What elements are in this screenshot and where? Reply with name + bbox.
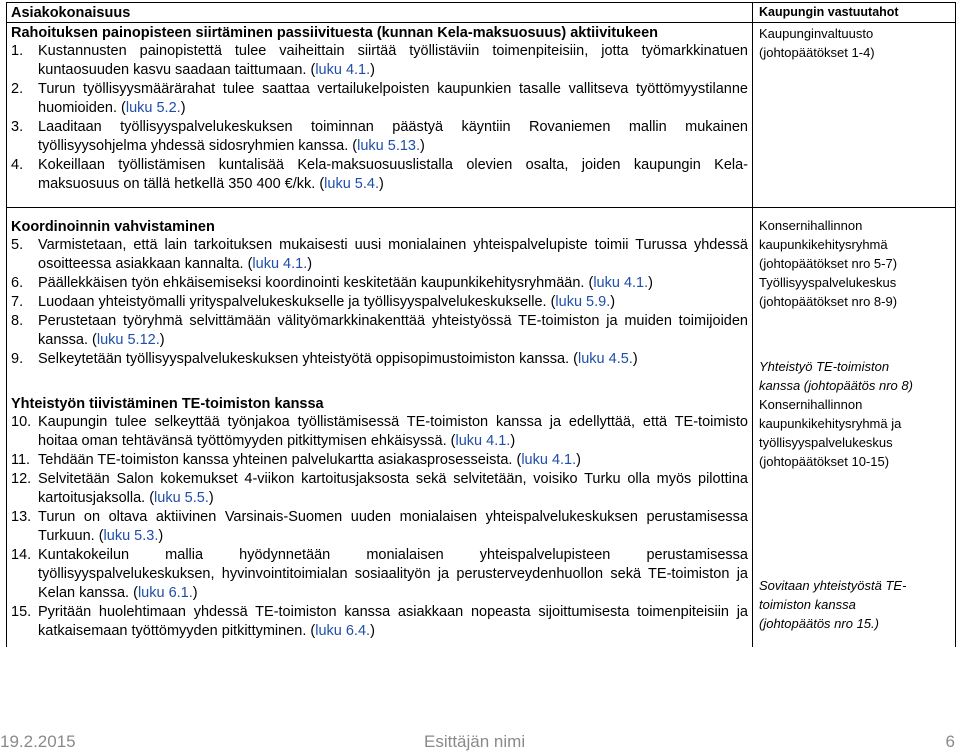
- chapter-reference-link[interactable]: luku 4.1.: [455, 433, 511, 449]
- list-item: [11, 470, 748, 508]
- chapter-reference-link[interactable]: luku 6.4.: [315, 623, 371, 639]
- item-number: 13.: [11, 509, 32, 525]
- footer-page-number: 6: [945, 732, 955, 751]
- item-text-wrap: Pyritään huolehtimaan yhdessä TE-toimiston kanssa asiakkaan nopeasta sijoittumisesta toimenpiteisiin ja katkaisemaan työttömyyden pitkittyminen. (luku 6.4.): [38, 604, 748, 639]
- responsible-line: työllisyyspalvelukeskus: [759, 435, 893, 450]
- responsible-line: kaupunkikehitysryhmä ja: [759, 416, 902, 431]
- chapter-reference-link[interactable]: luku 5.3.: [103, 528, 159, 544]
- responsible-line: kaupunkikehitysryhmä: [759, 237, 888, 252]
- item-number: 11.: [11, 452, 31, 468]
- responsible-line: Työllisyyspalvelukeskus: [759, 275, 897, 290]
- list-item: [11, 236, 748, 274]
- item-text: Varmistetaan, että lain tarkoituksen mukaisesti uusi monialainen yhteispalvelupiste toimii Turussa yhdessä osoitteessa asiakkaan kannalta.: [38, 237, 748, 272]
- item-text: Turun työllisyysmäärärahat tulee saattaa vertailukelpoisten kaupunkien tasalle vallitseva työttömyystilanne huomioiden.: [38, 81, 748, 116]
- chapter-reference-link[interactable]: luku 5.5.: [154, 490, 209, 506]
- chapter-reference-link[interactable]: luku 4.5.: [578, 351, 633, 367]
- item-number: 3.: [11, 119, 24, 135]
- section-1-header-row: [7, 3, 955, 22]
- chapter-reference-link[interactable]: luku 4.1.: [315, 62, 371, 78]
- chapter-reference-link[interactable]: luku 5.12.: [96, 332, 160, 348]
- item-text-wrap: Päällekkäisen työn ehkäisemiseksi koordinointi keskitetään kaupunkikehitysryhmään. (luku 4.1.): [38, 275, 653, 291]
- item-text-wrap: Varmistetaan, että lain tarkoituksen mukaisesti uusi monialainen yhteispalvelupiste toimii Turussa yhdessä osoitteessa asiakkaan kannalta. (luku 4.1.): [38, 237, 748, 272]
- section-subtitle: Rahoituksen painopisteen siirtäminen passiivituesta (kunnan Kela-maksuosuus) aktiivitukeen: [11, 25, 659, 41]
- item-text: Turun on oltava aktiivinen Varsinais-Suomen uuden monialaisen yhteispalvelukeskuksen perustamisessa Turkuun.: [38, 509, 748, 544]
- responsible-line: (johtopäätökset 10-15): [759, 454, 890, 469]
- item-text: Kaupungin tulee selkeyttää työnjakoa työllistämisessä TE-toimiston kanssa ja edellyttää, että TE-toimisto hoitaa oman tehtävänsä työttömyyden pitkittymisen ehkäisyssä.: [38, 414, 748, 449]
- list-item: [11, 293, 748, 312]
- item-number: 7.: [11, 294, 24, 310]
- list-item: [11, 413, 748, 451]
- responsible-note-line: (johtopäätös nro 15.): [759, 616, 879, 631]
- responsible-note: [759, 357, 951, 395]
- item-text-wrap: Turun työllisyysmäärärahat tulee saattaa vertailukelpoisten kaupunkien tasalle vallitseva työttömyystilanne huomioiden. (luku 5.2.): [38, 81, 748, 116]
- chapter-reference-link[interactable]: luku 4.1.: [593, 275, 649, 291]
- section-2-row: [7, 208, 955, 395]
- item-number: 4.: [11, 157, 24, 173]
- responsible-header: Kaupungin vastuutahot: [759, 5, 899, 19]
- chapter-reference-link[interactable]: luku 6.1.: [137, 585, 193, 601]
- item-number: 1.: [11, 43, 24, 59]
- item-number: 2.: [11, 81, 24, 97]
- list-item: [11, 451, 748, 470]
- responsible-line: (johtopäätökset nro 8-9): [759, 294, 898, 309]
- item-number: 6.: [11, 275, 24, 291]
- item-number: 8.: [11, 313, 24, 329]
- list-item: [11, 80, 748, 118]
- item-number: 9.: [11, 351, 24, 367]
- responsible-note-line: toimiston kanssa: [759, 597, 856, 612]
- item-number: 12.: [11, 471, 32, 487]
- item-text: Kustannusten painopistettä tulee vaiheittain siirtää työllistäviin toimenpiteisiin, jotta työmarkkinatuen kuntaosuuden kasvu saadaan taittumaan.: [38, 43, 748, 78]
- list-item: [11, 118, 748, 156]
- list-item: [11, 156, 748, 194]
- responsible-note-line: Sovitaan yhteistyöstä TE-: [759, 578, 907, 593]
- document-table: [6, 2, 956, 647]
- item-text: Luodaan yhteistyömalli yrityspalvelukeskukselle ja työllisyyspalvelukeskukselle.: [38, 294, 547, 310]
- chapter-reference-link[interactable]: luku 5.13.: [357, 138, 421, 154]
- item-text-wrap: Kaupungin tulee selkeyttää työnjakoa työllistämisessä TE-toimiston kanssa ja edellyttää, että TE-toimisto hoitaa oman tehtävänsä työttömyyden pitkittymisen ehkäisyssä. (luku 4.1.): [38, 414, 748, 449]
- responsible-line: Konsernihallinnon: [759, 218, 863, 233]
- list-item: [11, 312, 748, 350]
- list-item: [11, 350, 748, 369]
- item-text-wrap: Tehdään TE-toimiston kanssa yhteinen palvelukartta asiakasprosesseista. (luku 4.1.): [38, 452, 581, 468]
- item-text: Perustetaan työryhmä selvittämään välityömarkkinakenttää yhteistyössä TE-toimiston ja muiden toimijoiden kanssa.: [38, 313, 748, 348]
- list-item: [11, 508, 748, 546]
- item-list: [11, 413, 748, 641]
- item-text-wrap: Selvitetään Salon kokemukset 4-viikon kartoitusjaksosta sekä selvitetään, voisiko Turku olla myös pilottina kartoitusjaksolla. (luku 5.5.): [38, 471, 748, 506]
- list-item: [11, 603, 748, 641]
- slide-footer: [0, 728, 959, 753]
- item-text-wrap: Selkeytetään työllisyyspalvelukeskuksen yhteistyötä oppisopimustoimiston kanssa. (luku 4.5.): [38, 351, 638, 367]
- item-text-wrap: Turun on oltava aktiivinen Varsinais-Suomen uuden monialaisen yhteispalvelukeskuksen perustamisessa Turkuun. (luku 5.3.): [38, 509, 748, 544]
- chapter-reference-link[interactable]: luku 5.2.: [125, 100, 181, 116]
- chapter-reference-link[interactable]: luku 4.1.: [521, 452, 577, 468]
- section-3-row: [7, 395, 955, 647]
- item-list: [11, 236, 748, 369]
- responsible-line: Konsernihallinnon: [759, 397, 863, 412]
- section-title: Asiakokonaisuus: [11, 5, 131, 21]
- item-text: Laaditaan työllisyyspalvelukeskuksen toiminnan päästyä käyntiin Rovaniemen mallin mukainen työllisyysohjelma yhdessä sidosryhmien kanssa.: [38, 119, 748, 154]
- list-item: [11, 274, 748, 293]
- item-list: [11, 42, 748, 194]
- list-item: [11, 42, 748, 80]
- responsible-line: (johtopäätökset nro 5-7): [759, 256, 898, 271]
- chapter-reference-link[interactable]: luku 5.9.: [555, 294, 611, 310]
- responsible-line: (johtopäätökset 1-4): [759, 45, 875, 60]
- footer-presenter: Esittäjän nimi: [424, 732, 526, 751]
- item-number: 14.: [11, 547, 32, 563]
- responsible-note-line: kanssa (johtopäätös nro 8): [759, 378, 913, 393]
- responsible-list: [759, 395, 951, 471]
- section-title: Koordinoinnin vahvistaminen: [11, 219, 215, 235]
- item-text: Kuntakokeilun mallia hyödynnetään monialaisen yhteispalvelupisteen perustamisessa työllisyyspalvelukeskuksen, hyvinvointitoimialan sosiaalityön ja perusterveydenhuollon sekä TE-toimiston ja Kelan kanssa.: [38, 547, 748, 601]
- item-number: 15.: [11, 604, 32, 620]
- item-text: Pyritään huolehtimaan yhdessä TE-toimiston kanssa asiakkaan nopeasta sijoittumisesta toimenpiteisiin ja katkaisemaan työttömyyden pitkittyminen.: [38, 604, 748, 639]
- responsible-note-line: Yhteistyö TE-toimiston: [759, 359, 890, 374]
- list-item: [11, 546, 748, 603]
- item-text-wrap: Perustetaan työryhmä selvittämään välityömarkkinakenttää yhteistyössä TE-toimiston ja muiden toimijoiden kanssa. (luku 5.12.): [38, 313, 748, 348]
- item-text-wrap: Kustannusten painopistettä tulee vaiheittain siirtää työllistäviin toimenpiteisiin, jotta työmarkkinatuen kuntaosuuden kasvu saadaan taittumaan. (luku 4.1.): [38, 43, 748, 78]
- item-text: Päällekkäisen työn ehkäisemiseksi koordinointi keskitetään kaupunkikehitysryhmään.: [38, 275, 585, 291]
- item-text-wrap: Kuntakokeilun mallia hyödynnetään monialaisen yhteispalvelupisteen perustamisessa työllisyyspalvelukeskuksen, hyvinvointitoimialan sosiaalityön ja perusterveydenhuollon sekä TE-toimiston ja Kelan kanssa. (luku 6.1.): [38, 547, 748, 601]
- item-number: 5.: [11, 237, 24, 253]
- responsible-note: [759, 576, 951, 633]
- responsible-line: Kaupunginvaltuusto: [759, 26, 874, 41]
- item-text: Kokeillaan työllistämisen kuntalisää Kela-maksuosuuslistalla olevien osalta, joiden kaupungin Kela-maksuosuus on tällä hetkellä 350 400 €/kk.: [38, 157, 748, 192]
- section-title: Yhteistyön tiivistäminen TE-toimiston kanssa: [11, 396, 324, 412]
- footer-date: 19.2.2015: [0, 732, 76, 751]
- item-text-wrap: Luodaan yhteistyömalli yrityspalvelukeskukselle ja työllisyyspalvelukeskukselle. (luku 5.9.): [38, 294, 616, 310]
- item-text: Tehdään TE-toimiston kanssa yhteinen palvelukartta asiakasprosesseista.: [38, 452, 513, 468]
- responsible-list: [759, 23, 951, 62]
- responsible-list: [759, 216, 951, 311]
- item-text-wrap: Kokeillaan työllistämisen kuntalisää Kela-maksuosuuslistalla olevien osalta, joiden kaupungin Kela-maksuosuus on tällä hetkellä 350 400 €/kk. (luku 5.4.): [38, 157, 748, 192]
- item-number: 10.: [11, 414, 32, 430]
- chapter-reference-link[interactable]: luku 5.4.: [324, 176, 379, 192]
- item-text-wrap: Laaditaan työllisyyspalvelukeskuksen toiminnan päästyä käyntiin Rovaniemen mallin mukainen työllisyysohjelma yhdessä sidosryhmien kanssa. (luku 5.13.): [38, 119, 748, 154]
- section-1-row: [7, 23, 955, 207]
- item-text: Selvitetään Salon kokemukset 4-viikon kartoitusjaksosta sekä selvitetään, voisiko Turku olla myös pilottina kartoitusjaksolla.: [38, 471, 748, 506]
- item-text: Selkeytetään työllisyyspalvelukeskuksen yhteistyötä oppisopimustoimiston kanssa.: [38, 351, 570, 367]
- chapter-reference-link[interactable]: luku 4.1.: [252, 256, 308, 272]
